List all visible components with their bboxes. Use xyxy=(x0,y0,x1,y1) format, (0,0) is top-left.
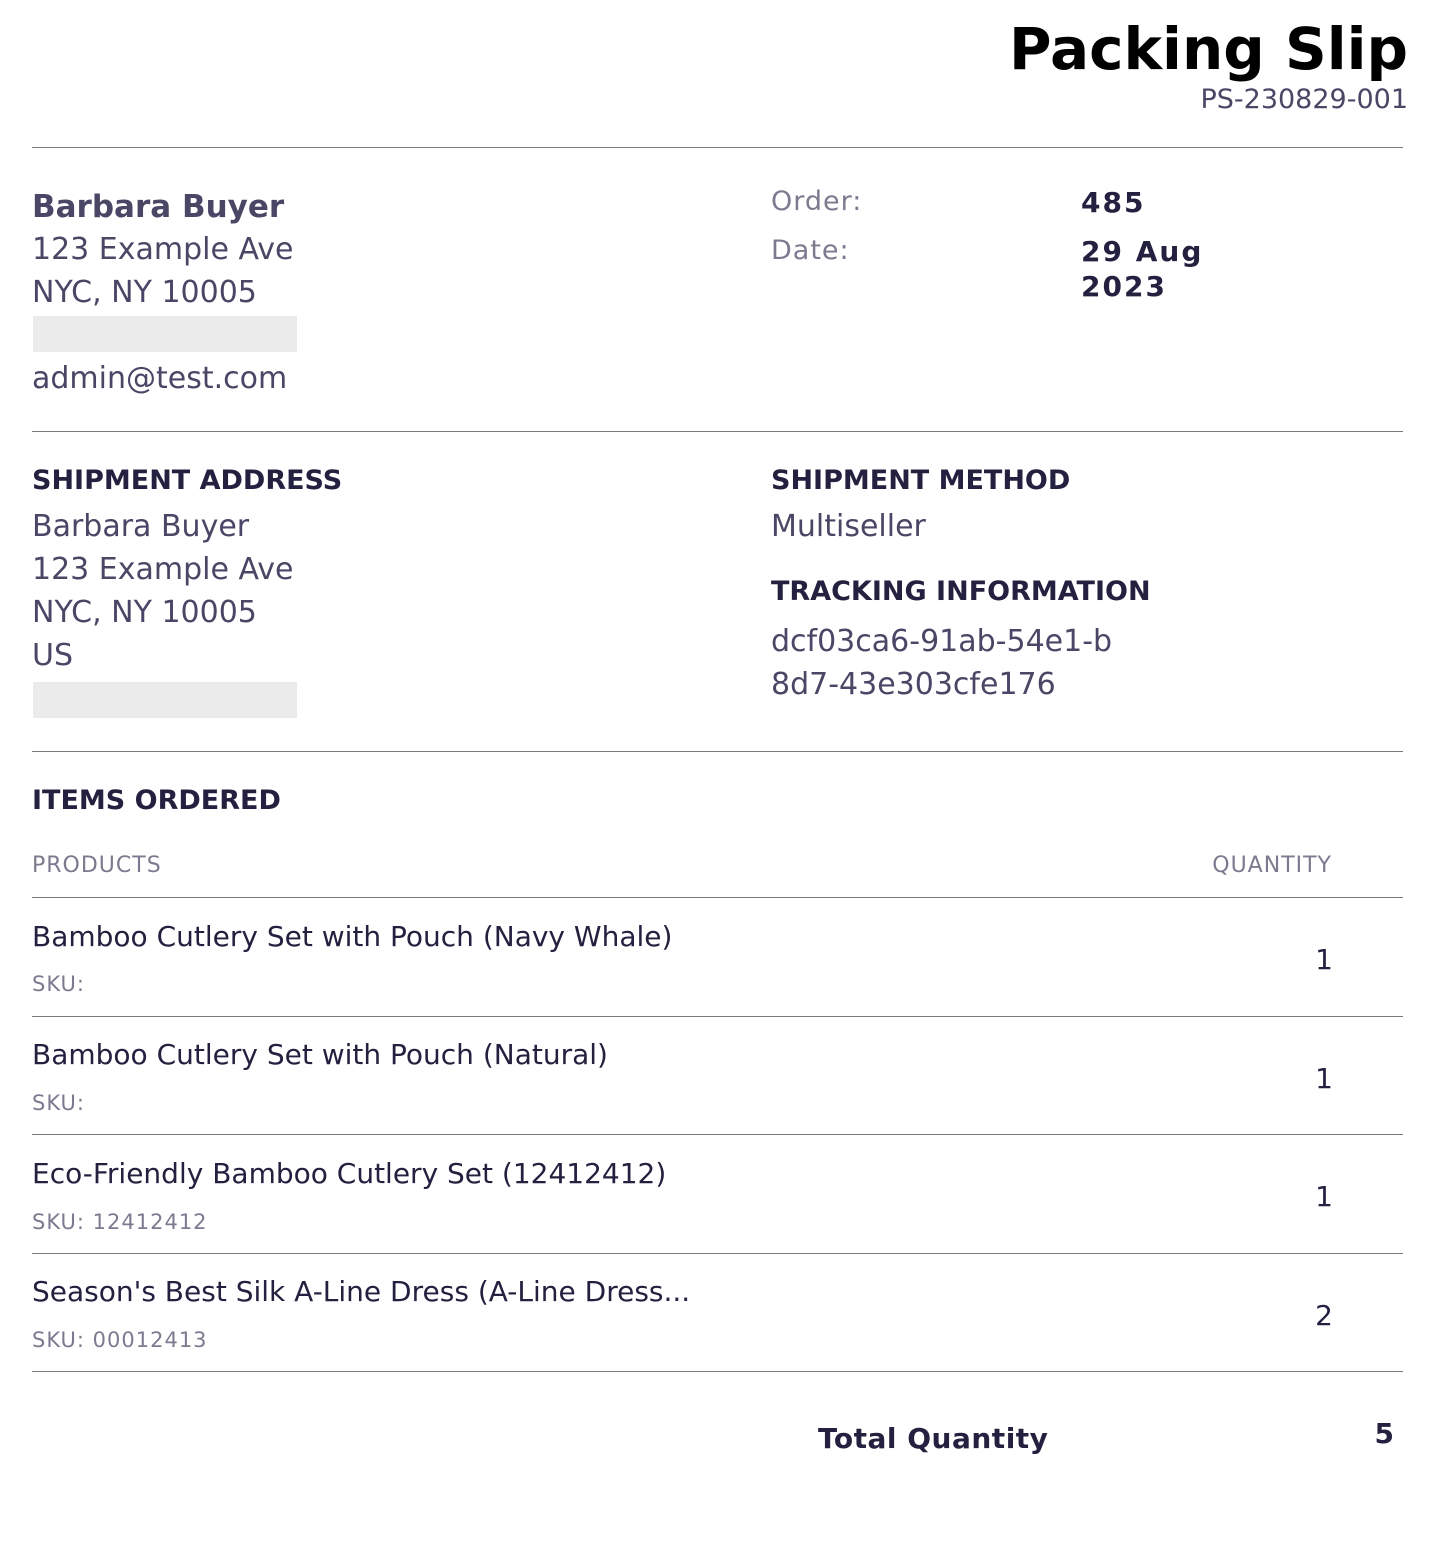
packing-slip-number: PS-230829-001 xyxy=(1200,84,1408,115)
buyer-email: admin@test.com xyxy=(32,361,288,396)
divider xyxy=(32,147,1403,148)
shipment-name: Barbara Buyer xyxy=(32,509,250,544)
total-quantity-label: Total Quantity xyxy=(818,1422,1049,1455)
items-ordered-heading: ITEMS ORDERED xyxy=(32,785,281,816)
date-value: 29 Aug 2023 xyxy=(1081,235,1204,303)
item-quantity: 2 xyxy=(1315,1299,1333,1332)
item-name: Eco-Friendly Bamboo Cutlery Set (12412412) xyxy=(32,1157,667,1190)
item-sku: SKU: xyxy=(32,1091,85,1115)
shipment-address-heading: SHIPMENT ADDRESS xyxy=(32,465,343,496)
page-title: Packing Slip xyxy=(1009,15,1408,83)
item-sku: SKU: xyxy=(32,972,85,996)
item-sku: SKU: 00012413 xyxy=(32,1328,208,1352)
shipment-street: 123 Example Ave xyxy=(32,552,294,587)
item-quantity: 1 xyxy=(1315,943,1333,976)
order-value: 485 xyxy=(1081,186,1146,219)
total-quantity-value: 5 xyxy=(1374,1417,1394,1450)
shipment-method-value: Multiseller xyxy=(771,509,926,544)
divider xyxy=(32,751,1403,752)
tracking-number: dcf03ca6-91ab-54e1-b8d7-43e303cfe176 xyxy=(771,624,1113,702)
divider xyxy=(32,1371,1403,1372)
item-name: Season's Best Silk A-Line Dress (A-Line Dress... xyxy=(32,1275,691,1308)
divider xyxy=(32,1016,1403,1017)
redacted-phone xyxy=(33,682,297,718)
item-name: Bamboo Cutlery Set with Pouch (Navy Whale) xyxy=(32,920,673,953)
item-quantity: 1 xyxy=(1315,1062,1333,1095)
quantity-column-header: QUANTITY xyxy=(1212,853,1332,878)
item-sku: SKU: 12412412 xyxy=(32,1210,208,1234)
tracking-heading: TRACKING INFORMATION xyxy=(771,576,1151,607)
divider xyxy=(32,431,1403,432)
products-column-header: PRODUCTS xyxy=(32,853,162,878)
order-label: Order: xyxy=(771,186,863,217)
buyer-city-line: NYC, NY 10005 xyxy=(32,275,257,310)
item-quantity: 1 xyxy=(1315,1180,1333,1213)
buyer-street: 123 Example Ave xyxy=(32,232,294,267)
divider xyxy=(32,1253,1403,1254)
shipment-city-line: NYC, NY 10005 xyxy=(32,595,257,630)
shipment-country: US xyxy=(32,638,74,673)
date-label: Date: xyxy=(771,235,850,266)
divider xyxy=(32,897,1403,898)
divider xyxy=(32,1134,1403,1135)
redacted-phone xyxy=(33,316,297,352)
shipment-method-heading: SHIPMENT METHOD xyxy=(771,465,1071,496)
item-name: Bamboo Cutlery Set with Pouch (Natural) xyxy=(32,1038,608,1071)
buyer-name: Barbara Buyer xyxy=(32,189,285,225)
